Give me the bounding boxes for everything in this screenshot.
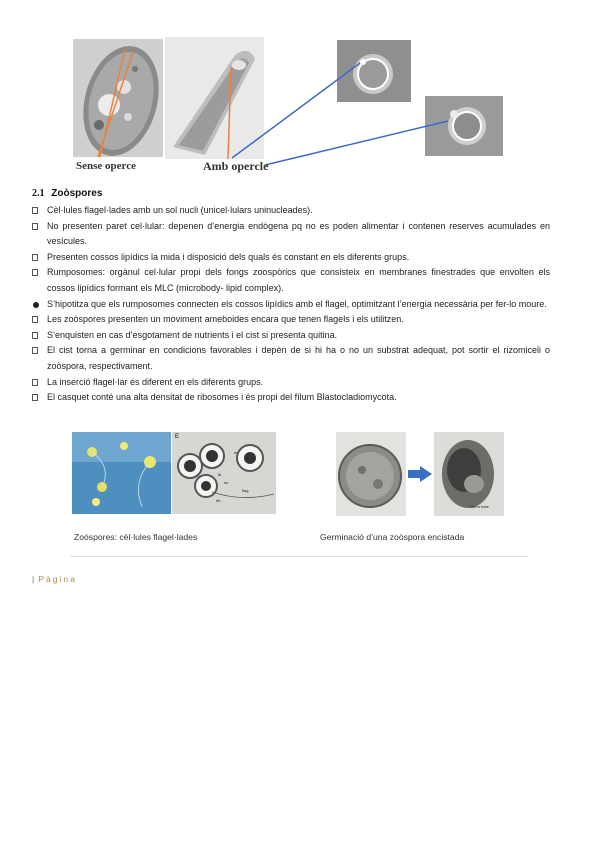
checkbox-bullet-icon bbox=[32, 347, 38, 354]
panel-letter: E bbox=[175, 434, 180, 440]
checkbox-bullet-icon bbox=[32, 207, 38, 214]
caption-sense-operce: Sense operce bbox=[76, 160, 136, 172]
caption-amb-opercle: Amb opercle bbox=[203, 159, 269, 173]
list-item bbox=[32, 250, 550, 266]
zoospore-photo-em bbox=[172, 432, 276, 514]
list-item-text: El cist torna a germinar en condicions favorables i depèn de si hi ha o no un substrat adequat, pot sortir el rizomiceli o zoòspora, respectivament. bbox=[47, 345, 550, 371]
arrow-line-blue-2 bbox=[265, 121, 448, 165]
arrow-line-orange-2 bbox=[100, 49, 125, 157]
list-item-text: La inserció flagel·lar és diferent en els diferents grups. bbox=[47, 376, 264, 387]
list-item bbox=[32, 203, 550, 219]
list-item bbox=[32, 343, 550, 374]
list-item bbox=[32, 297, 550, 313]
checkbox-bullet-icon bbox=[32, 254, 38, 261]
annotation-arrows bbox=[0, 0, 600, 180]
germinating-zoospore-photo bbox=[434, 432, 504, 516]
arrow-right-icon bbox=[408, 466, 432, 482]
checkbox-bullet-icon bbox=[32, 269, 38, 276]
checkbox-bullet-icon bbox=[32, 332, 38, 339]
em-label-nc: nc bbox=[224, 480, 229, 485]
checkbox-bullet-icon bbox=[32, 223, 38, 230]
page-footer bbox=[32, 574, 77, 584]
em-label-m: m bbox=[234, 450, 238, 455]
caption-germination: Germinació d’una zoòspora encistada bbox=[320, 532, 465, 542]
list-item bbox=[32, 390, 550, 406]
germ-tube-label: Germ tube bbox=[470, 504, 489, 509]
arrow-line-orange-3 bbox=[228, 67, 231, 159]
list-item bbox=[32, 375, 550, 391]
checkbox-bullet-icon bbox=[32, 394, 38, 401]
caption-zoospores: Zoòspores: cèl·lules flagel·lades bbox=[74, 532, 198, 542]
em-label-flag: flag bbox=[242, 488, 249, 493]
list-item-text: Cèl·lules flagel·lades amb un sol nucli (unicel·lulars uninucleades). bbox=[47, 205, 313, 215]
section-number: 2.1 bbox=[32, 188, 45, 199]
list-item-text: No presenten paret cel·lular: depenen d’energia endògena pq no es poden alimentar i contenen reserves acumulades en vesícules. bbox=[47, 220, 550, 247]
divider-line bbox=[70, 556, 528, 557]
zoospore-photo-light bbox=[72, 432, 171, 514]
list-item bbox=[32, 312, 550, 328]
checkbox-bullet-icon bbox=[32, 316, 38, 323]
list-item-text: Presenten cossos lipídics la mida i disposició dels quals és constant en els diferents grups. bbox=[47, 251, 410, 262]
list-item-text: Rumposomes: orgànul cel·lular propi dels fongs zoospòrics que consisteix en membranes finestrades que envolten els cossos lipídics formant els MLC (microbody- lipid complex). bbox=[47, 267, 550, 293]
footer-separator: | bbox=[32, 574, 35, 584]
checkbox-bullet-icon bbox=[32, 379, 38, 386]
list-item bbox=[32, 219, 550, 250]
section-heading bbox=[32, 188, 102, 199]
em-label-lb: lb bbox=[218, 472, 222, 477]
section-title: Zoòspores bbox=[51, 188, 103, 199]
list-item bbox=[32, 328, 550, 344]
list-item-text: Les zoòspores presenten un moviment ameboides encara que tenen flagels i els utilitzen. bbox=[47, 314, 404, 325]
em-label-rib: rib bbox=[216, 498, 221, 503]
dot-bullet-icon bbox=[33, 302, 39, 308]
list-item-text: El casquet conté una alta densitat de ribosomes i és propi del fílum Blastocladiomycota. bbox=[47, 392, 397, 403]
encysted-zoospore-photo bbox=[336, 432, 406, 516]
list-item-text: S’enquisten en cas d’esgotament de nutrients i el cist si presenta quitina. bbox=[47, 329, 338, 340]
bullet-list bbox=[32, 203, 550, 406]
arrow-line-blue-1 bbox=[232, 63, 360, 158]
footer-label: Pàgina bbox=[38, 574, 77, 584]
list-item bbox=[32, 265, 550, 296]
list-item-text: S’hipotitza que els rumposomes connecten els cossos lipídics amb el flagel, optimitzant l’energia necessària per fer-lo moure. bbox=[47, 298, 547, 309]
